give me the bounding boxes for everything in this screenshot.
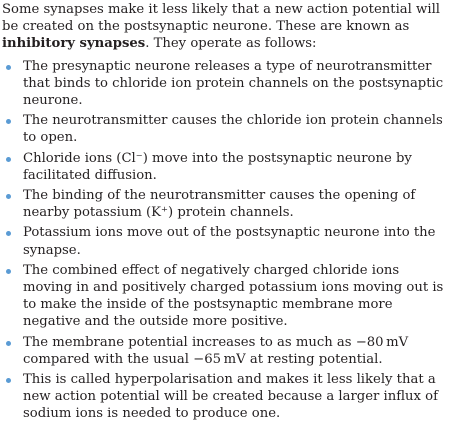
list-item: The membrane potential increases to as much as −80 mV compared with the usual −65 mV at resting potential. xyxy=(2,334,448,368)
list-item: Chloride ions (Cl⁻) move into the postsynaptic neurone by facilitated diffusion. xyxy=(2,150,448,184)
intro-bold-term: inhibitory synapses xyxy=(2,36,146,52)
intro-text-start: Some synapses make it less likely that a new action potential will be created on the postsynaptic neurone. These are known as xyxy=(2,2,441,35)
list-item: The presynaptic neurone releases a type of neurotransmitter that binds to chloride ion protein channels on the postsynaptic neurone. xyxy=(2,58,448,110)
intro-paragraph xyxy=(2,1,448,53)
list-item: Potassium ions move out of the postsynaptic neurone into the synapse. xyxy=(2,224,448,258)
intro-text-end: . They operate as follows: xyxy=(145,36,317,52)
list-item: The combined effect of negatively charged chloride ions moving in and positively charged potassium ions moving out is to make the inside of the postsynaptic membrane more negative and the outside more positive. xyxy=(2,262,448,331)
document-body xyxy=(2,1,448,426)
list-item: The neurotransmitter causes the chloride ion protein channels to open. xyxy=(2,112,448,146)
list-item: This is called hyperpolarisation and makes it less likely that a new action potential will be created because a larger influx of sodium ions is needed to produce one. xyxy=(2,371,448,423)
bullet-list xyxy=(2,58,448,423)
list-item: The binding of the neurotransmitter causes the opening of nearby potassium (K⁺) protein channels. xyxy=(2,187,448,221)
